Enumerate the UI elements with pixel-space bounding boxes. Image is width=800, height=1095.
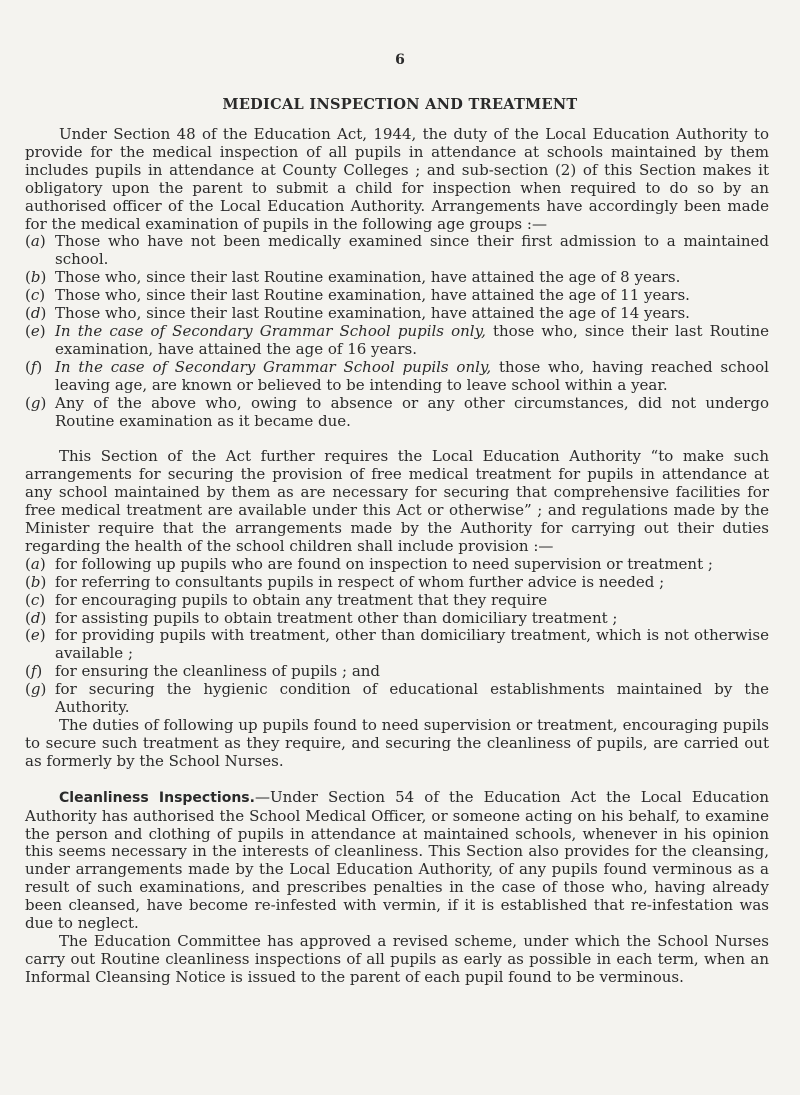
scheme-paragraph: The Education Committee has approved a revised scheme, under which the School Nurses carry out Routine cleanliness inspections of all pupils as early as possible in each term, when an Informal Cleansing Notice is issued to the parent of each pupil found to be verminous. <box>25 931 769 986</box>
list-item: (e) In the case of Secondary Grammar School pupils only, those who, since their last Routine examination, have attained the age of 16 years. <box>25 321 769 358</box>
intro-paragraph: Under Section 48 of the Education Act, 1944, the duty of the Local Education Authority to provide for the medical inspection of all pupils in attendance at schools maintained by them includes pupils in attendance at County Colleges ; and sub-section (2) of this Section makes it obligatory upon the parent to submit a child for inspection when required to do so by an authorised officer of the Local Education Authority. Arrangements have accordingly been made for the medical examination of pupils in the following age groups :— <box>25 125 769 233</box>
list-item: (b) for referring to consultants pupils in respect of whom further advice is needed ; <box>25 572 665 591</box>
list-item: (c) for encouraging pupils to obtain any treatment that they require <box>25 590 548 609</box>
list-item: (a) Those who have not been medically examined since their first admission to a maintained school. <box>25 232 769 269</box>
list-item: (d) for assisting pupils to obtain treatment other than domiciliary treatment ; <box>25 608 618 627</box>
list-item: (g) Any of the above who, owing to absence or any other circumstances, did not undergo Routine examination as it became due. <box>25 393 769 430</box>
list-item: (c) Those who, since their last Routine examination, have attained the age of 11 years. <box>25 286 690 305</box>
list-item: (g) for securing the hygienic condition of educational establishments maintained by the Authority. <box>25 680 769 717</box>
list-item: (e) for providing pupils with treatment, other than domiciliary treatment, which is not otherwise available ; <box>25 626 769 663</box>
page-number: 6 <box>395 52 405 68</box>
list-item: (a) for following up pupils who are found on inspection to need supervision or treatment ; <box>25 554 713 573</box>
list-item: (d) Those who, since their last Routine examination, have attained the age of 14 years. <box>25 304 690 323</box>
document-body <box>25 126 769 987</box>
page-title: MEDICAL INSPECTION AND TREATMENT <box>222 96 578 113</box>
treatment-paragraph: This Section of the Act further requires the Local Education Authority “to make such arrangements for securing the provision of free medical treatment for pupils in attendance at any school maintained by them as are necessary for securing that comprehensive facilities for free medical treatment are available under this Act or otherwise” ; and regulations made by the Minister require that the arrangements made by the Authority for carrying out their duties regarding the health of the school children shall include provision :— <box>25 447 769 555</box>
provisions-list <box>25 556 769 717</box>
age-groups-list <box>25 233 769 430</box>
section-heading: Cleanliness Inspections. <box>59 789 255 806</box>
list-item: (f) In the case of Secondary Grammar School pupils only, those who, having reached school leaving age, are known or believed to be intending to leave school within a year. <box>25 357 769 394</box>
nurses-paragraph: The duties of following up pupils found to need supervision or treatment, encouraging pupils to secure such treatment as they require, and securing the cleanliness of pupils, are carried out as formerly by the School Nurses. <box>25 716 769 770</box>
list-item: (b) Those who, since their last Routine examination, have attained the age of 8 years. <box>25 268 681 287</box>
cleanliness-paragraph: Cleanliness Inspections.—Under Section 54 of the Education Act the Local Education Authority has authorised the School Medical Officer, or someone acting on his behalf, to examine the person and clothing of pupils in attendance at maintained schools, whenever in his opinion this seems necessary in the interests of cleanliness. This Section also provides for the cleansing, under arrangements made by the Local Education Authority, of any pupils found verminous as a result of such examinations, and prescribes penalties in the case of those who, having already been cleansed, have become re-infested with vermin, if it is established that re-infestation was due to neglect. <box>25 787 769 933</box>
list-item: (f) for ensuring the cleanliness of pupils ; and <box>25 662 381 681</box>
